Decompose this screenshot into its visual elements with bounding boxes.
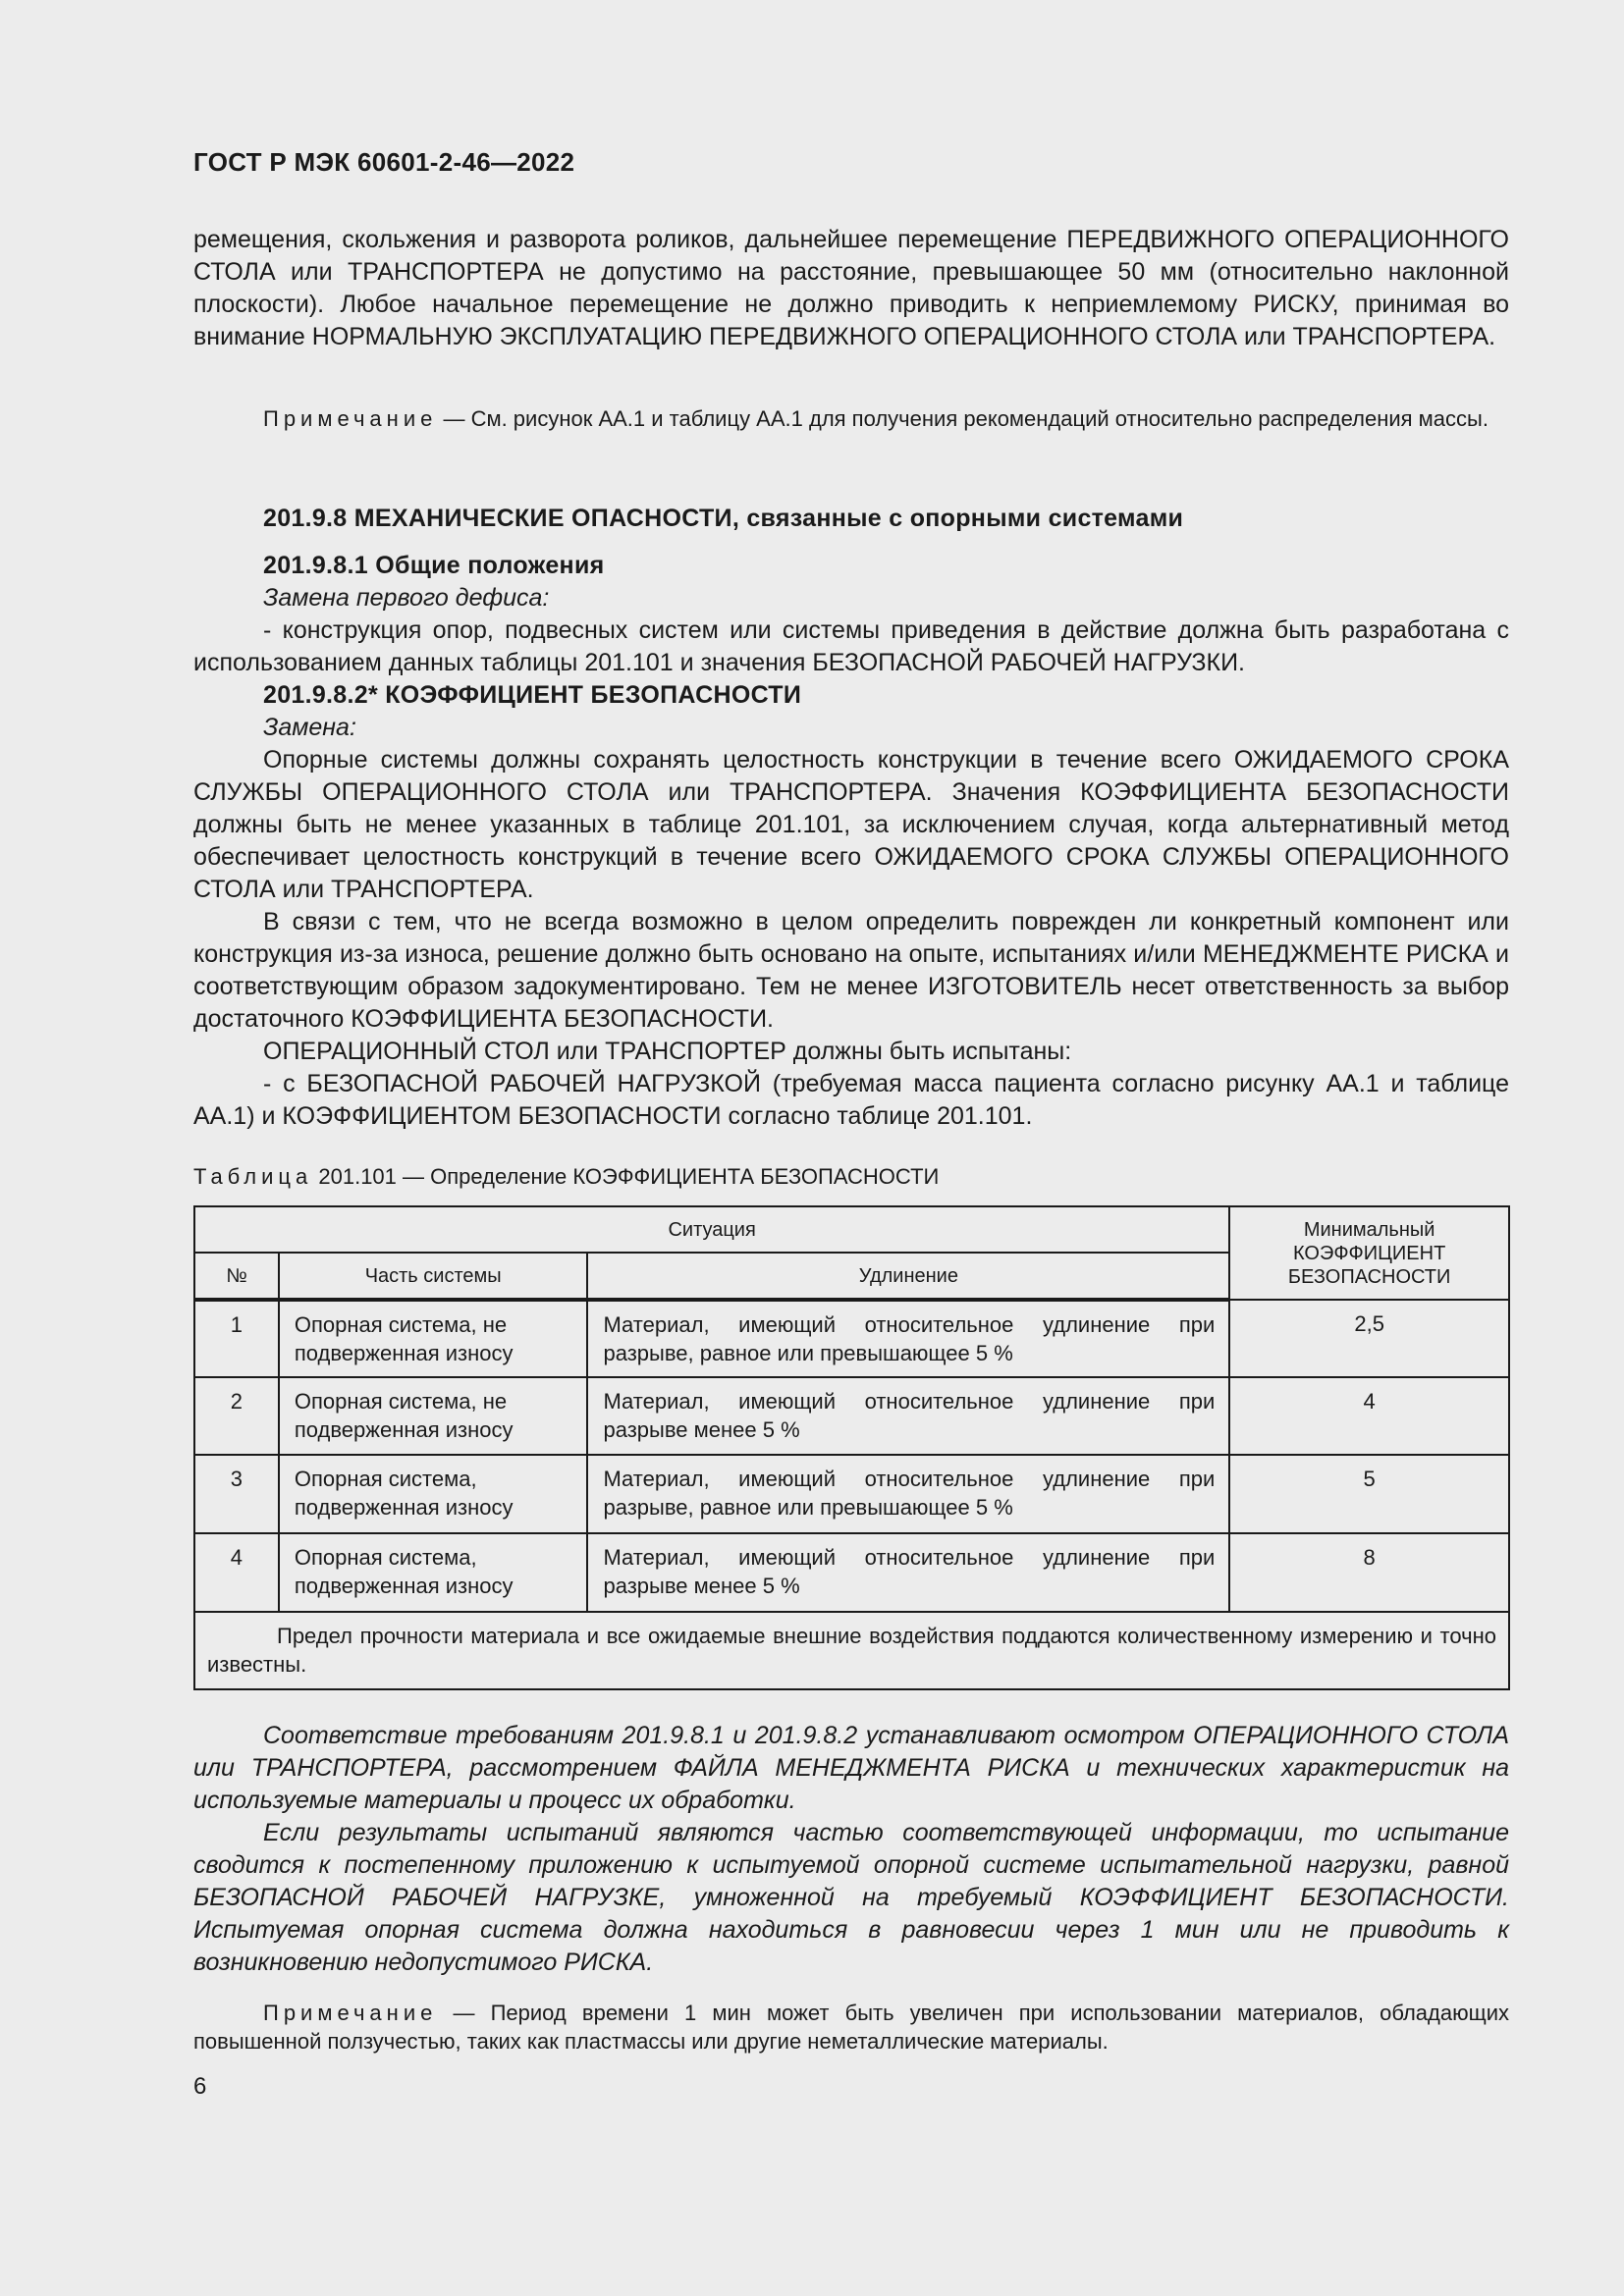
page-number: 6	[193, 2073, 207, 2100]
paragraph-integrity: Опорные системы должны сохранять целостность конструкции в течение всего ОЖИДАЕМОГО СРОКА СЛУЖБЫ ОПЕРАЦИОННОГО СТОЛА или ТРАНСПОРТЕРА. Значения КОЭФФИЦИЕНТА БЕЗОПАСНОСТИ должны быть не менее указанных в таблице 201.101, за исключением случая, когда альтернативный метод обеспечивает целостность конструкций в течение всего ОЖИДАЕМОГО СРОКА СЛУЖБЫ ОПЕРАЦИОННОГО СТОЛА или ТРАНСПОРТЕРА.	[193, 746, 1509, 903]
row-elongation: Материал, имеющий относительное удлинение при разрыве менее 5 %	[587, 1377, 1229, 1455]
table-row	[194, 1300, 1509, 1377]
header-elongation: Удлинение	[587, 1253, 1229, 1300]
row-coefficient: 5	[1229, 1455, 1509, 1533]
paragraph-wear: В связи с тем, что не всегда возможно в целом определить поврежден ли конкретный компонент или конструкция из-за износа, решение должно быть основано на опыте, испытаниях и/или МЕНЕДЖМЕНТЕ РИСКА и соответствующим образом задокументировано. Тем не менее ИЗГОТОВИТЕЛЬ несет ответственность за выбор достаточного КОЭФФИЦИЕНТА БЕЗОПАСНОСТИ.	[193, 908, 1509, 1033]
row-elongation: Материал, имеющий относительное удлинение при разрыве, равное или превышающее 5 %	[587, 1455, 1229, 1533]
heading-201-9-8-2: 201.9.8.2* КОЭФФИЦИЕНТ БЕЗОПАСНОСТИ	[263, 681, 802, 709]
paragraph-swl: - с БЕЗОПАСНОЙ РАБОЧЕЙ НАГРУЗКОЙ (требуемая масса пациента согласно рисунку АА.1 и таблице АА.1) и КОЭФФИЦИЕНТОМ БЕЗОПАСНОСТИ согласно таблице 201.101.	[193, 1070, 1509, 1130]
table-caption-text: 201.101 — Определение КОЭФФИЦИЕНТА БЕЗОПАСНОСТИ	[312, 1164, 940, 1189]
heading-201-9-8: 201.9.8 МЕХАНИЧЕСКИЕ ОПАСНОСТИ, связанные с опорными системами	[263, 505, 1184, 532]
row-system-part: Опорная система, подверженная износу	[279, 1533, 588, 1612]
header-min-coefficient: Минимальный КОЭФФИЦИЕНТ БЕЗОПАСНОСТИ	[1229, 1206, 1509, 1300]
table-row	[194, 1533, 1509, 1612]
header-system-part: Часть системы	[279, 1253, 588, 1300]
note-1	[193, 404, 1509, 433]
row-system-part: Опорная система, не подверженная износу	[279, 1377, 588, 1455]
header-situation: Ситуация	[194, 1206, 1229, 1253]
note-label: Примечание	[263, 406, 438, 431]
paragraph-test: Если результаты испытаний являются частью соответствующей информации, то испытание сводится к постепенному приложению к испытуемой опорной системе испытательной нагрузки, равной БЕЗОПАСНОЙ РАБОЧЕЙ НАГРУЗКЕ, умноженной на требуемый КОЭФФИЦИЕНТ БЕЗОПАСНОСТИ. Испытуемая опорная система должна находиться в равновесии через 1 мин или не приводить к возникновению недопустимого РИСКА.	[193, 1819, 1509, 1976]
note-text: — См. рисунок АА.1 и таблицу АА.1 для получения рекомендаций относительно распределения массы.	[437, 406, 1489, 431]
paragraph-supports: - конструкция опор, подвесных систем или системы приведения в действие должна быть разработана с использованием данных таблицы 201.101 и значения БЕЗОПАСНОЙ РАБОЧЕЙ НАГРУЗКИ.	[193, 616, 1509, 676]
table-row	[194, 1377, 1509, 1455]
row-coefficient: 2,5	[1229, 1300, 1509, 1377]
row-system-part: Опорная система, подверженная износу	[279, 1455, 588, 1533]
safety-factor-table	[193, 1205, 1510, 1690]
note-text: — Период времени 1 мин может быть увеличен при использовании материалов, обладающих повышенной ползучестью, таких как пластмассы или другие неметаллические материалы.	[193, 2001, 1509, 2054]
section-201-9-8	[193, 503, 1509, 1133]
row-elongation: Материал, имеющий относительное удлинение при разрыве, равное или превышающее 5 %	[587, 1300, 1229, 1377]
heading-201-9-8-1: 201.9.8.1 Общие положения	[263, 552, 605, 579]
note-2	[193, 1999, 1509, 2056]
table-caption-label: Таблица	[193, 1164, 313, 1189]
paragraph-tested: ОПЕРАЦИОННЫЙ СТОЛ или ТРАНСПОРТЕР должны быть испытаны:	[263, 1038, 1072, 1065]
replace-first-dash: Замена первого дефиса:	[263, 584, 550, 612]
row-coefficient: 4	[1229, 1377, 1509, 1455]
row-coefficient: 8	[1229, 1533, 1509, 1612]
intro-section	[193, 224, 1509, 353]
row-elongation: Материал, имеющий относительное удлинение при разрыве менее 5 %	[587, 1533, 1229, 1612]
note-label: Примечание	[263, 2001, 438, 2025]
table-row	[194, 1455, 1509, 1533]
replace-label: Замена:	[263, 714, 356, 741]
row-number: 4	[194, 1533, 279, 1612]
row-number: 3	[194, 1455, 279, 1533]
compliance-section	[193, 1720, 1509, 1979]
paragraph-intro: ремещения, скольжения и разворота роликов, дальнейшее перемещение ПЕРЕДВИЖНОГО ОПЕРАЦИОННОГО СТОЛА или ТРАНСПОРТЕРА не допустимо на расстояние, превышающее 50 мм (относительно наклонной плоскости). Любое начальное перемещение не должно приводить к неприемлемому РИСКУ, принимая во внимание НОРМАЛЬНУЮ ЭКСПЛУАТАЦИЮ ПЕРЕДВИЖНОГО ОПЕРАЦИОННОГО СТОЛА или ТРАНСПОРТЕРА.	[193, 226, 1509, 350]
header-number: №	[194, 1253, 279, 1300]
document-header: ГОСТ Р МЭК 60601-2-46—2022	[193, 147, 575, 177]
table-caption	[193, 1162, 1509, 1191]
row-number: 1	[194, 1300, 279, 1377]
table-footnote: Предел прочности материала и все ожидаемые внешние воздействия поддаются количественному измерению и точно известны.	[194, 1612, 1509, 1689]
row-system-part: Опорная система, не подверженная износу	[279, 1300, 588, 1377]
row-number: 2	[194, 1377, 279, 1455]
paragraph-compliance: Соответствие требованиям 201.9.8.1 и 201.9.8.2 устанавливают осмотром ОПЕРАЦИОННОГО СТОЛА или ТРАНСПОРТЕРА, рассмотрением ФАЙЛА МЕНЕДЖМЕНТА РИСКА и технических характеристик на используемые материалы и процесс их обработки.	[193, 1722, 1509, 1814]
